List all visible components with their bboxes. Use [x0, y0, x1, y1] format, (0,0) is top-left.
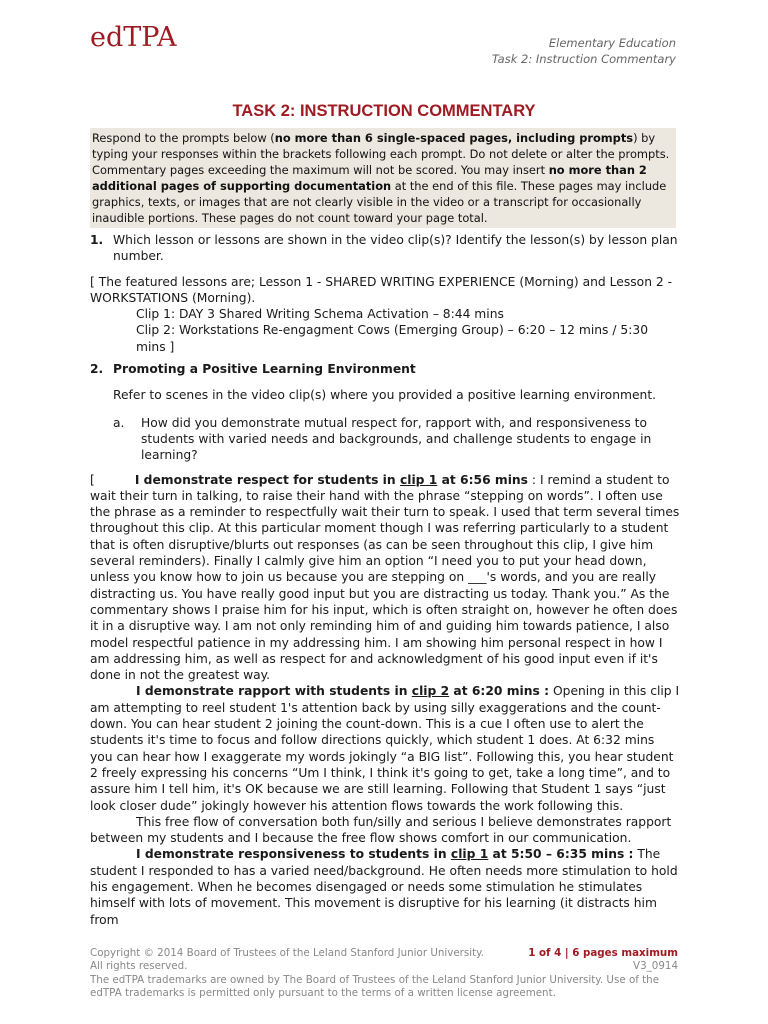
page-title: TASK 2: INSTRUCTION COMMENTARY	[232, 102, 536, 120]
prompt-text: How did you demonstrate mutual respect for, rapport with, and responsiveness to students with varied needs and backgrounds, and challenge students to engage in learning?	[141, 415, 652, 463]
response-paragraph-rapport	[90, 683, 680, 813]
instructions-emphasis: no more than 6 single-spaced pages, including prompts	[274, 131, 634, 145]
respect-heading: I demonstrate respect for students in	[134, 472, 400, 487]
prompt-number: 1.	[90, 233, 104, 247]
response-paragraph-respect	[90, 472, 680, 684]
copyright: Copyright © 2014 Board of Trustees of the Leland Stanford Junior University.	[90, 947, 485, 959]
timestamp: at 5:50 – 6:35 mins :	[488, 847, 634, 862]
version-label: V3_0914	[633, 960, 678, 973]
commentary-body	[90, 232, 680, 928]
prompt-1-response	[90, 274, 680, 355]
clip-reference: clip 2	[411, 684, 450, 699]
instructions-text: Respond to the prompts below (	[92, 131, 275, 145]
header-task: Task 2: Instruction Commentary	[491, 52, 676, 66]
page-footer	[90, 947, 678, 1000]
instructions-text: ) by typing your responses within the brackets following each prompt. Do not delete or alter the prompts. Commentary pages exceeding the maximum will not be scored. You may insert	[92, 131, 670, 177]
rapport-heading: I demonstrate rapport with students in	[136, 684, 412, 699]
prompt-text: Which lesson or lessons are shown in the video clip(s)? Identify the lesson(s) by lesson plan number.	[113, 233, 678, 264]
rapport-text: Opening in this clip I am attempting to reel student 1's attention back by using silly exaggerations and the count-down. You can hear student 2 joining the count-down. This is a cue I often use to alert the students it's time to focus and follow directions quickly, which student 1 does. At 6:32 mins you can hear how I exaggerate my words jokingly “a BIG list”. Following this, you hear student 2 freely expressing his concerns “Um I think, I think it's going to get, take a long time”, and to assure him I tell him, it's OK because we are still learning. Following that Student 1 says “just look closer dude” jokingly however his attention flows towards the work following this.	[90, 684, 680, 813]
timestamp: at 6:20 mins :	[449, 684, 550, 699]
section-2-instruction: Refer to scenes in the video clip(s) where you provided a positive learning environment.	[113, 388, 657, 403]
timestamp: at 6:56 mins	[437, 472, 529, 487]
open-bracket: [	[90, 472, 95, 487]
instructions-box	[90, 128, 676, 228]
edtpa-logo: edTPA	[90, 22, 177, 53]
section-number: 2.	[90, 362, 104, 377]
instructions-text: at the end of this file. These pages may include graphics, texts, or images that are not clearly visible in the video or a transcript for occasionally inaudible portions. These pages do not count toward your page total.	[92, 179, 667, 225]
clip-reference: clip 1	[450, 847, 489, 862]
response-text: [ The featured lessons are; Lesson 1 - SHARED WRITING EXPERIENCE (Morning) and Lesson 2 - WORKSTATIONS (Morning).	[90, 274, 673, 305]
prompt-2a	[90, 415, 680, 464]
clip-reference: clip 1	[399, 472, 438, 487]
instructions-emphasis: no more than 2 additional pages of supporting documentation	[92, 163, 647, 193]
response-paragraph-conversation: This free flow of conversation both fun/silly and serious I believe demonstrates rapport between my students and I because the free flow shows comfort in our communication.	[90, 814, 672, 846]
document-header	[492, 35, 676, 67]
responsiveness-heading: I demonstrate responsiveness to students in	[136, 847, 451, 862]
respect-text: : I remind a student to wait their turn in talking, to raise their hand with the phrase “stepping on words”. I often use the phrase as a reminder to respectfully wait their turn to speak. I used that term several times throughout this clip. At this particular moment though I was referring particularly to a student that is often disruptive/blurts out responses (as can be seen throughout this clip, I give him several reminders). Finally I calmly give him an option “I need you to put your head down, unless you know how to join us because you are stepping on ___'s words, and you are really distracting us. You have really good input but you are distracting us today. Thank you.” As the commentary shows I praise him for his input, which is often straight on, however he often does it in a disruptive way. I am not only reminding him of and guiding him towards patience, I also model respectful patience in my addressing him. I am showing him personal respect in how I am addressing him, as well as respect for and acknowledgment of his good input even if it's done in not the greatest way.	[90, 472, 680, 683]
clip-1-description: Clip 1: DAY 3 Shared Writing Schema Activation – 8:44 mins	[136, 307, 504, 322]
rights-reserved: All rights reserved.	[90, 960, 188, 973]
trademark-notice: The edTPA trademarks are owned by The Board of Trustees of the Leland Stanford Junior University. Use of the edTPA trademarks is permitted only pursuant to the terms of a written license agreement.	[90, 973, 660, 999]
section-title: Promoting a Positive Learning Environment	[113, 362, 416, 377]
clip-2-description: Clip 2: Workstations Re-engagment Cows (Emerging Group) – 6:20 – 12 mins / 5:30 mins ]	[136, 323, 649, 354]
section-2-heading	[90, 361, 680, 377]
page-indicator: 1 of 4 | 6 pages maximum	[528, 947, 678, 959]
header-subject: Elementary Education	[548, 36, 676, 50]
responsiveness-text: The student I responded to has a varied need/background. He often needs more stimulation to hold his engagement. When he becomes disengaged or needs some stimulation he stimulates himself with lots of movement. This movement is disruptive for his learning (it distracts him from	[90, 847, 678, 927]
prompt-letter: a.	[113, 415, 125, 430]
prompt-1	[90, 232, 680, 265]
response-paragraph-responsiveness	[90, 846, 680, 927]
